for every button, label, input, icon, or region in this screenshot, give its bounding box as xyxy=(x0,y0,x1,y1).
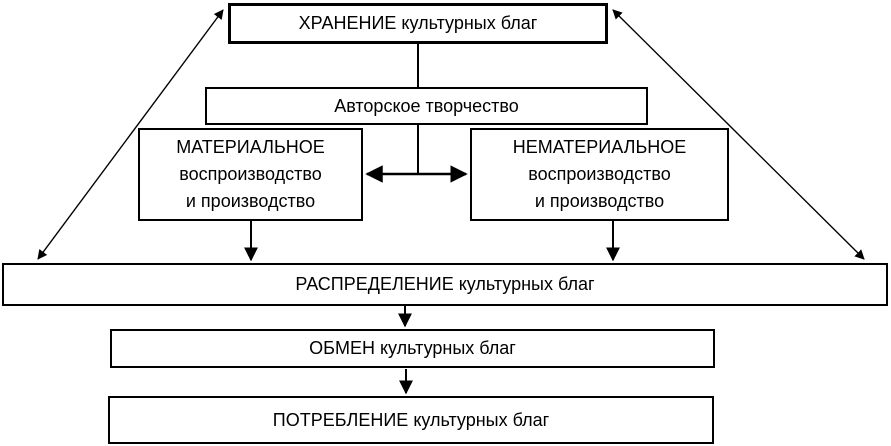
node-exchange-label: ОБМЕН культурных благ xyxy=(309,338,516,359)
node-nonmaterial-line2: воспроизводство xyxy=(528,164,671,184)
node-distribution xyxy=(2,263,888,306)
node-material-line1: МАТЕРИАЛЬНОЕ xyxy=(176,137,325,157)
node-nonmaterial xyxy=(470,128,729,221)
node-storage-label: ХРАНЕНИЕ культурных благ xyxy=(298,13,538,34)
node-material-line3: и производство xyxy=(185,191,316,211)
node-exchange xyxy=(110,329,715,368)
node-material xyxy=(138,128,363,221)
node-nonmaterial-line3: и производство xyxy=(534,191,665,211)
node-nonmaterial-line1: НЕМАТЕРИАЛЬНОЕ xyxy=(512,137,687,157)
node-consumption-label: ПОТРЕБЛЕНИЕ культурных благ xyxy=(272,409,550,430)
node-authorship xyxy=(205,87,648,125)
node-storage xyxy=(228,3,608,44)
node-material-line2: воспроизводство xyxy=(179,164,322,184)
node-consumption xyxy=(108,396,714,444)
node-distribution-label: РАСПРЕДЕЛЕНИЕ культурных благ xyxy=(295,274,595,295)
node-authorship-label: Авторское творчество xyxy=(334,95,519,116)
